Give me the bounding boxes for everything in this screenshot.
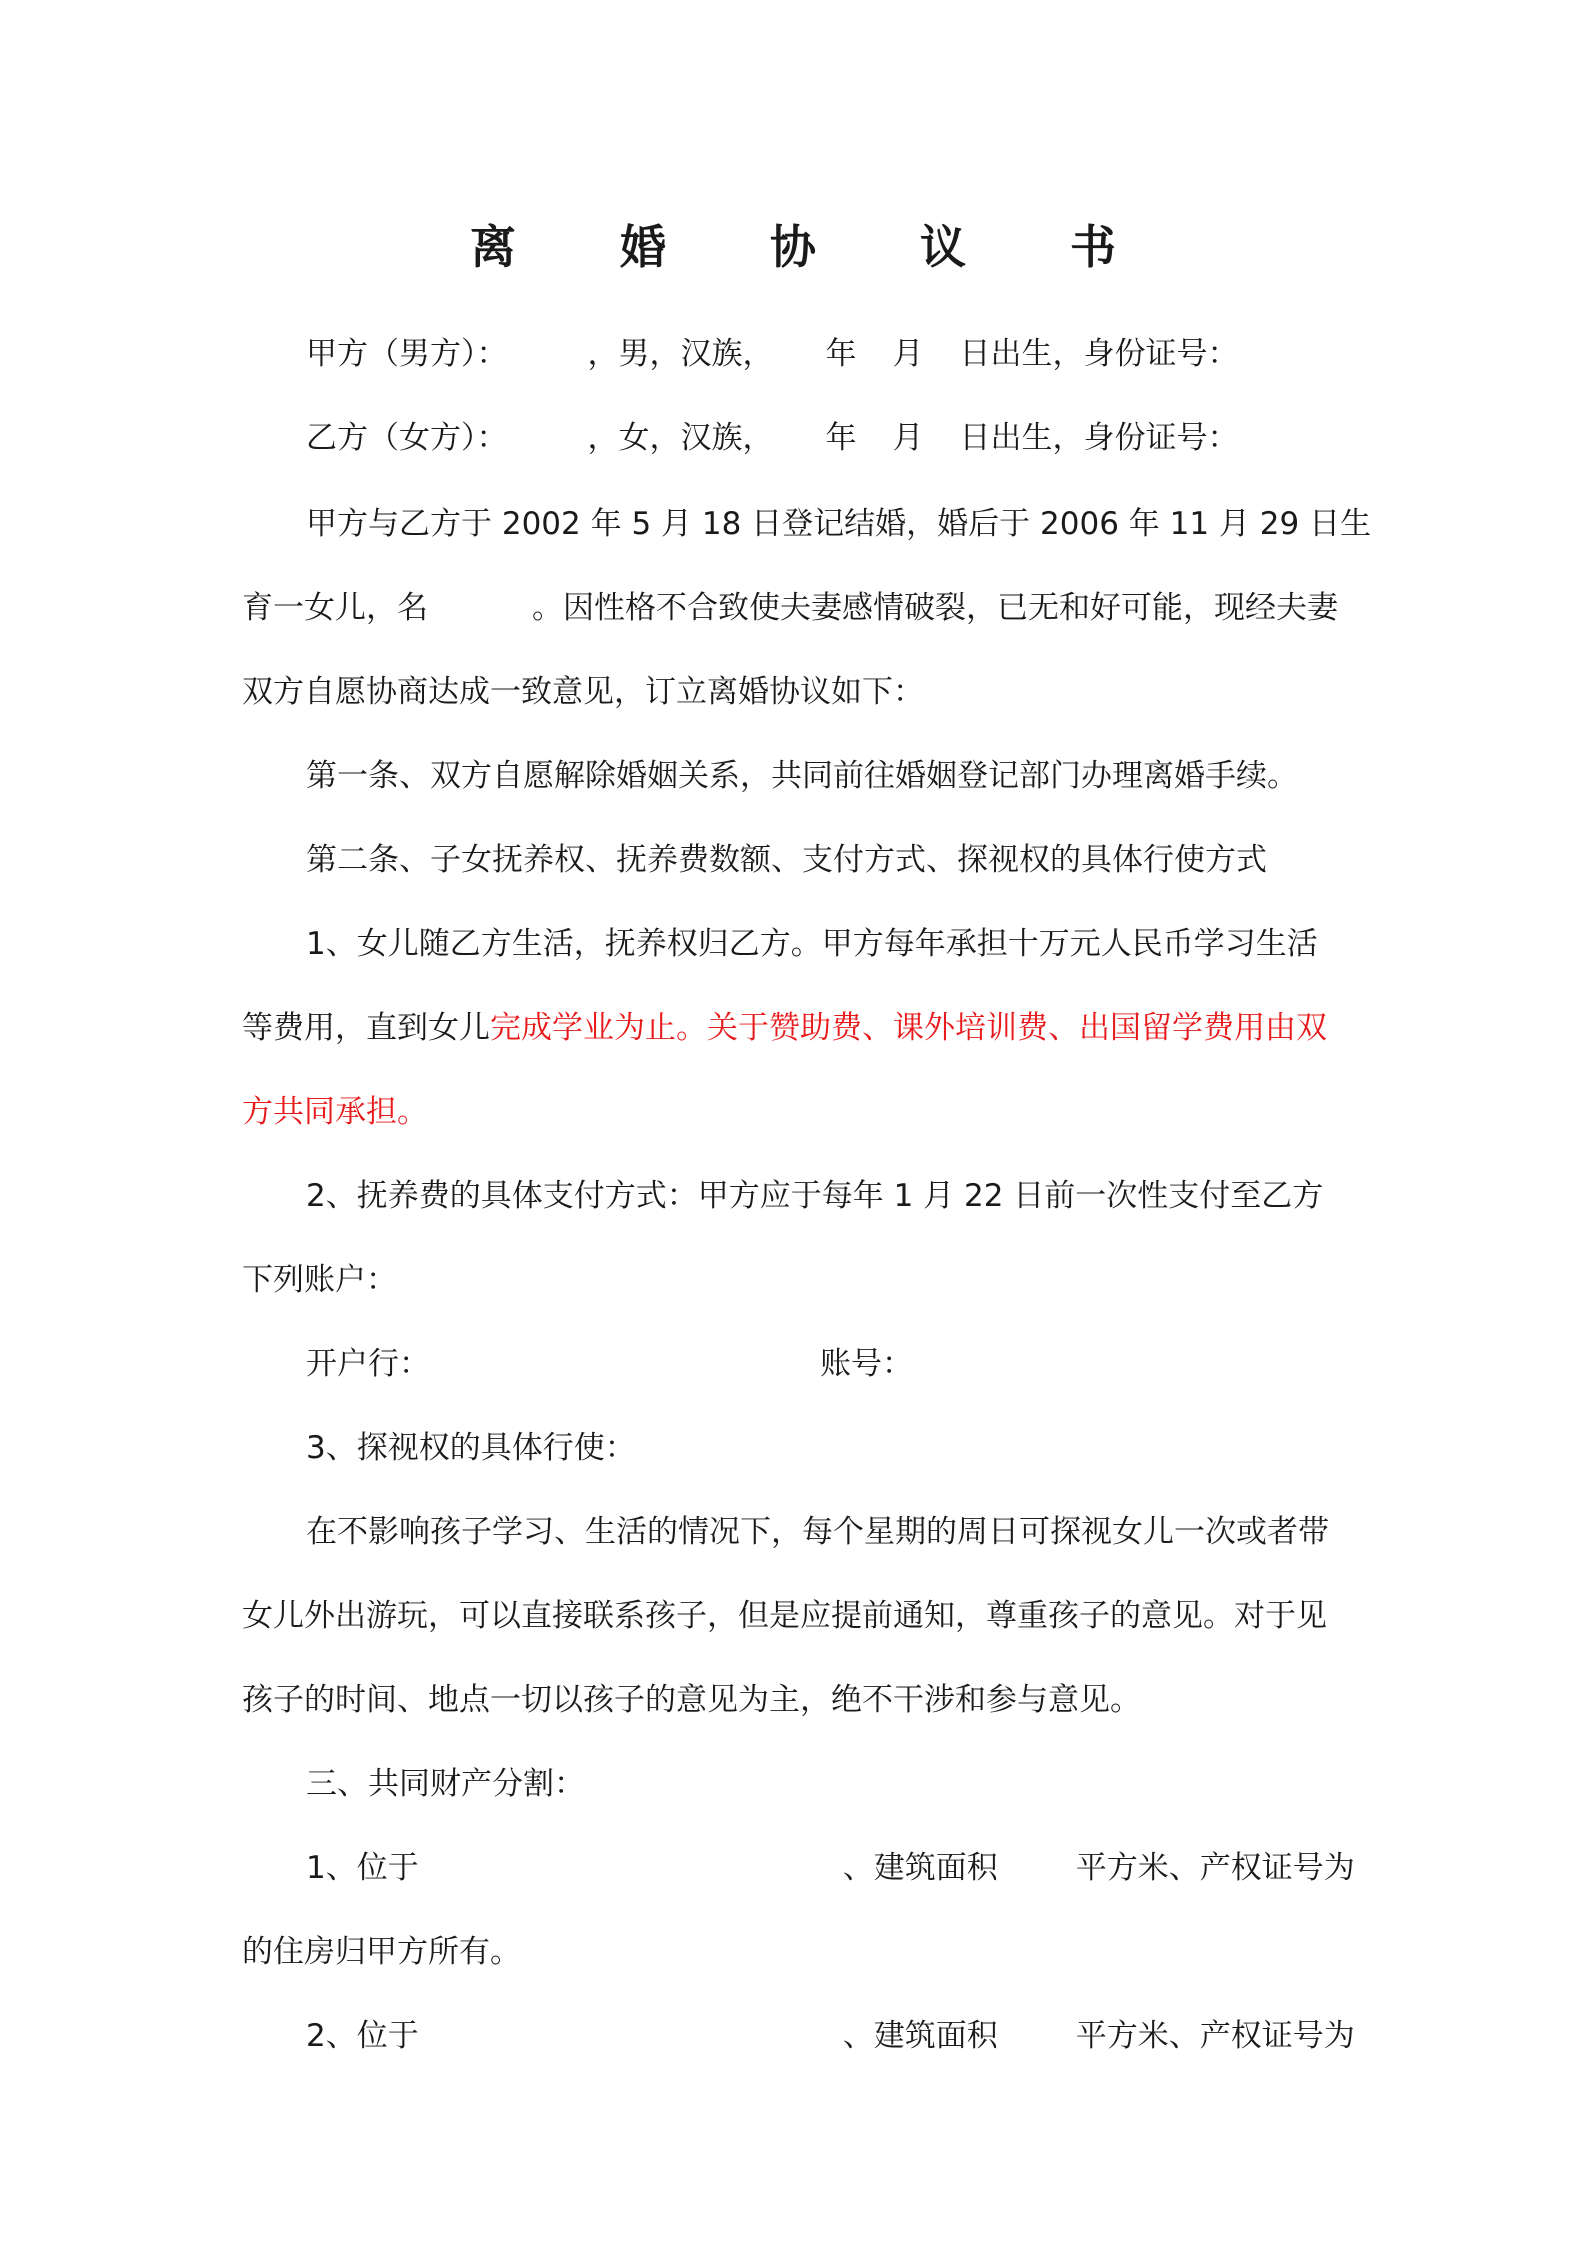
property-item-2-certificate: 平方米、产权证号为 bbox=[1075, 2018, 1355, 2054]
document-title: 离 婚 协 议 书 bbox=[469, 220, 1161, 274]
party-b-line bbox=[306, 416, 1416, 460]
party-a-year: 年 bbox=[825, 336, 857, 372]
party-a-prefix: 甲方（男方）： bbox=[306, 336, 508, 372]
article-2-item-3-heading: 3、探视权的具体行使： bbox=[306, 1430, 636, 1466]
article-2-item-1-line-3: 方共同承担。 bbox=[242, 1094, 428, 1130]
visit-line-2: 女儿外出游玩，可以直接联系孩子，但是应提前通知，尊重孩子的意见。对于见 bbox=[242, 1598, 1327, 1634]
article-2-item-1-line-2 bbox=[242, 1006, 1352, 1050]
party-b-prefix: 乙方（女方）： bbox=[306, 420, 508, 456]
article-1: 第一条、双方自愿解除婚姻关系，共同前往婚姻登记部门办理离婚手续。 bbox=[306, 758, 1298, 794]
account-label: 账号： bbox=[820, 1346, 913, 1382]
intro-line-2-start: 育一女儿，名 bbox=[242, 590, 428, 626]
party-b-birth-id: 日出生，身份证号： bbox=[959, 420, 1239, 456]
property-item-2-area: 、建筑面积 bbox=[842, 2018, 998, 2054]
party-a-gender: ，男，汉族， bbox=[587, 336, 774, 372]
article-2-heading: 第二条、子女抚养权、抚养费数额、支付方式、探视权的具体行使方式 bbox=[306, 842, 1267, 878]
property-item-2-line-1 bbox=[306, 2014, 1355, 2058]
party-b-month: 月 bbox=[892, 420, 924, 456]
party-a-line bbox=[306, 332, 1416, 376]
intro-line-3: 双方自愿协商达成一致意见，订立离婚协议如下： bbox=[242, 674, 924, 710]
article-2-item-2-line-1: 2、抚养费的具体支付方式：甲方应于每年 1 月 22 日前一次性支付至乙方 bbox=[306, 1178, 1324, 1214]
intro-line-2 bbox=[242, 586, 1352, 630]
party-b-year: 年 bbox=[825, 420, 857, 456]
article-2-item-1-black-text: 等费用，直到女儿 bbox=[242, 1010, 490, 1046]
property-item-2-location: 2、位于 bbox=[306, 2018, 419, 2054]
article-2-item-2-line-2: 下列账户： bbox=[242, 1262, 397, 1298]
bank-account-line bbox=[306, 1342, 1352, 1386]
party-a-month: 月 bbox=[892, 336, 924, 372]
article-2-item-1-red-text: 完成学业为止。关于赞助费、课外培训费、出国留学费用由双 bbox=[490, 1010, 1327, 1046]
intro-line-2-end: 。因性格不合致使夫妻感情破裂，已无和好可能，现经夫妻 bbox=[532, 590, 1338, 626]
property-item-1-line-1 bbox=[306, 1846, 1355, 1890]
visit-line-3: 孩子的时间、地点一切以孩子的意见为主，绝不干涉和参与意见。 bbox=[242, 1682, 1141, 1718]
property-item-1-area: 、建筑面积 bbox=[842, 1850, 998, 1886]
visit-line-1: 在不影响孩子学习、生活的情况下，每个星期的周日可探视女儿一次或者带 bbox=[306, 1514, 1329, 1550]
party-a-birth-id: 日出生，身份证号： bbox=[959, 336, 1239, 372]
property-item-1-certificate: 平方米、产权证号为 bbox=[1075, 1850, 1355, 1886]
property-item-1-location: 1、位于 bbox=[306, 1850, 419, 1886]
intro-line-1: 甲方与乙方于 2002 年 5 月 18 日登记结婚，婚后于 2006 年 11 月 29 日生 bbox=[306, 506, 1372, 542]
party-b-gender: ，女，汉族， bbox=[587, 420, 774, 456]
bank-label: 开户行： bbox=[306, 1346, 430, 1382]
article-2-item-1-line-1: 1、女儿随乙方生活，抚养权归乙方。甲方每年承担十万元人民币学习生活 bbox=[306, 926, 1318, 962]
property-item-1-line-2: 的住房归甲方所有。 bbox=[242, 1934, 521, 1970]
property-heading: 三、共同财产分割： bbox=[306, 1766, 585, 1802]
